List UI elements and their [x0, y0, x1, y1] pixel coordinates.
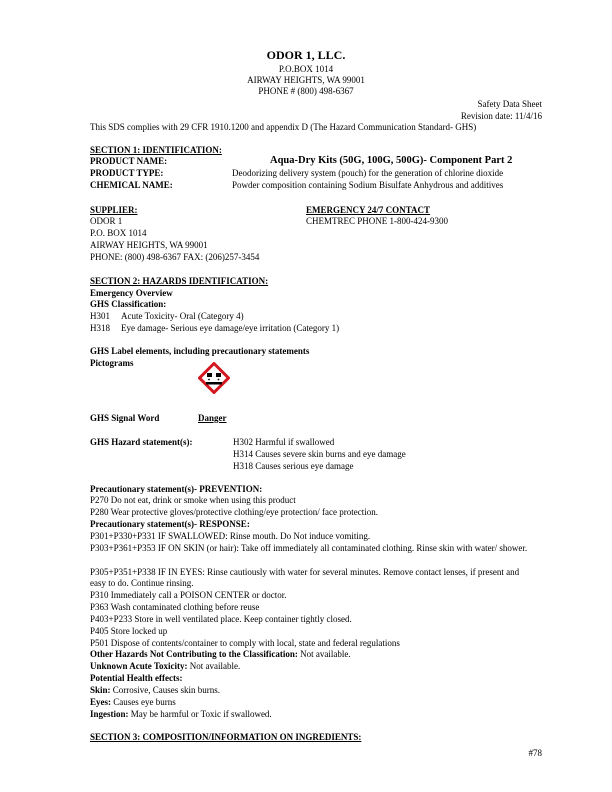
supplier-line: AIRWAY HEIGHTS, WA 99001 — [90, 240, 208, 250]
signal-word-label: GHS Signal Word — [90, 413, 160, 423]
ghs-classification: GHS Classification: — [90, 299, 167, 309]
health-effects-heading: Potential Health effects: — [90, 673, 183, 683]
supplier-label: SUPPLIER: — [90, 205, 138, 215]
p280-statement: P280 Wear protective gloves/protective clothing/eye protection/ face protection. — [90, 507, 379, 517]
skin-label: Skin: — [90, 685, 111, 695]
p405-statement: P405 Store locked up — [90, 626, 168, 636]
signal-word: Danger — [198, 413, 227, 423]
chemical-name-label: CHEMICAL NAME: — [90, 180, 173, 190]
supplier-line: PHONE: (800) 498-6367 FAX: (206)257-3454 — [90, 252, 260, 262]
prevention-heading: Precautionary statement(s)- PREVENTION: — [90, 484, 263, 494]
response-heading: Precautionary statement(s)- RESPONSE: — [90, 519, 250, 529]
skin-effect — [90, 685, 220, 696]
p501-statement: P501 Dispose of contents/container to comply with local, state and federal regulations — [90, 638, 400, 648]
corrosion-icon — [198, 362, 230, 394]
product-type: Deodorizing delivery system (pouch) for the generation of chlorine dioxide — [232, 168, 504, 178]
doc-type: Safety Data Sheet — [477, 99, 542, 109]
skin-value: Corrosive, Causes skin burns. — [112, 685, 221, 695]
hazard-statement: H314 Causes severe skin burns and eye damage — [233, 449, 406, 459]
p303-statement: P303+P361+P353 IF ON SKIN (or hair): Take off immediately all contaminated clothing. Rinse skin with water/ shower. — [90, 543, 528, 553]
eyes-label: Eyes: — [90, 697, 111, 707]
other-hazards-label: Other Hazards Not Contributing to the Classification: — [90, 649, 298, 659]
ingestion-label: Ingestion: — [90, 709, 129, 719]
page-number: #78 — [528, 748, 542, 758]
eyes-effect — [90, 697, 176, 708]
product-name-label: PRODUCT NAME: — [90, 156, 168, 166]
emergency-contact-label: EMERGENCY 24/7 CONTACT — [306, 205, 431, 215]
section3-title: SECTION 3: COMPOSITION/INFORMATION ON INGREDIENTS: — [90, 732, 362, 742]
company-phone: PHONE # (800) 498-6367 — [258, 86, 354, 96]
unknown-toxicity — [90, 661, 240, 672]
p301-statement: P301+P330+P331 IF SWALLOWED: Rinse mouth. Do Not induce vomiting. — [90, 531, 371, 541]
section1-title: SECTION 1: IDENTIFICATION: — [90, 145, 222, 155]
p403-statement: P403+P233 Store in well ventilated place. Keep container tightly closed. — [90, 614, 352, 624]
other-hazards-value: Not available. — [300, 649, 351, 659]
emergency-phone: CHEMTREC PHONE 1-800-424-9300 — [306, 216, 448, 226]
hazard-statement: H318 Causes serious eye damage — [233, 461, 354, 471]
ingestion-value: May be harmful or Toxic if swallowed. — [130, 709, 272, 719]
emergency-overview: Emergency Overview — [90, 288, 173, 298]
unknown-toxicity-value: Not available. — [189, 661, 241, 671]
h318-code: H318 — [90, 323, 110, 333]
product-type-label: PRODUCT TYPE: — [90, 168, 164, 178]
compliance-statement: This SDS complies with 29 CFR 1910.1200 and appendix D (The Hazard Communication Standard- GHS) — [90, 122, 477, 132]
p270-statement: P270 Do not eat, drink or smoke when using this product — [90, 495, 296, 505]
product-name: Aqua-Dry Kits (50G, 100G, 500G)- Component Part 2 — [270, 155, 513, 166]
company-name: ODOR 1, LLC. — [266, 48, 346, 62]
label-elements-heading: GHS Label elements, including precautionary statements — [90, 346, 310, 356]
other-hazards — [90, 649, 351, 660]
hazard-statements-label: GHS Hazard statement(s): — [90, 437, 193, 447]
section2-title: SECTION 2: HAZARDS IDENTIFICATION: — [90, 276, 269, 286]
p363-statement: P363 Wash contaminated clothing before reuse — [90, 602, 260, 612]
supplier-line: ODOR 1 — [90, 216, 123, 226]
p305-statement: P305+P351+P338 IF IN EYES: Rinse cautiously with water for several minutes. Remove contact lenses, if present and easy to do. Continue rinsing. — [90, 567, 520, 588]
hazard-statement: H302 Harmful if swallowed — [233, 437, 335, 447]
h318-text: Eye damage- Serious eye damage/eye irritation (Category 1) — [121, 323, 340, 333]
h301-text: Acute Toxicity- Oral (Category 4) — [121, 311, 244, 321]
unknown-toxicity-label: Unknown Acute Toxicity: — [90, 661, 188, 671]
eyes-value: Causes eye burns — [113, 697, 176, 707]
supplier-line: P.O. BOX 1014 — [90, 228, 147, 238]
chemical-name: Powder composition containing Sodium Bisulfate Anhydrous and additives — [232, 180, 504, 190]
pictograms-heading: Pictograms — [90, 358, 134, 368]
ingestion-effect — [90, 709, 272, 720]
company-city: AIRWAY HEIGHTS, WA 99001 — [247, 75, 365, 85]
h301-code: H301 — [90, 311, 110, 321]
p310-statement: P310 Immediately call a POISON CENTER or doctor. — [90, 590, 287, 600]
company-pobox: P.O.BOX 1014 — [278, 64, 334, 74]
revision-date: Revision date: 11/4/16 — [460, 111, 542, 121]
